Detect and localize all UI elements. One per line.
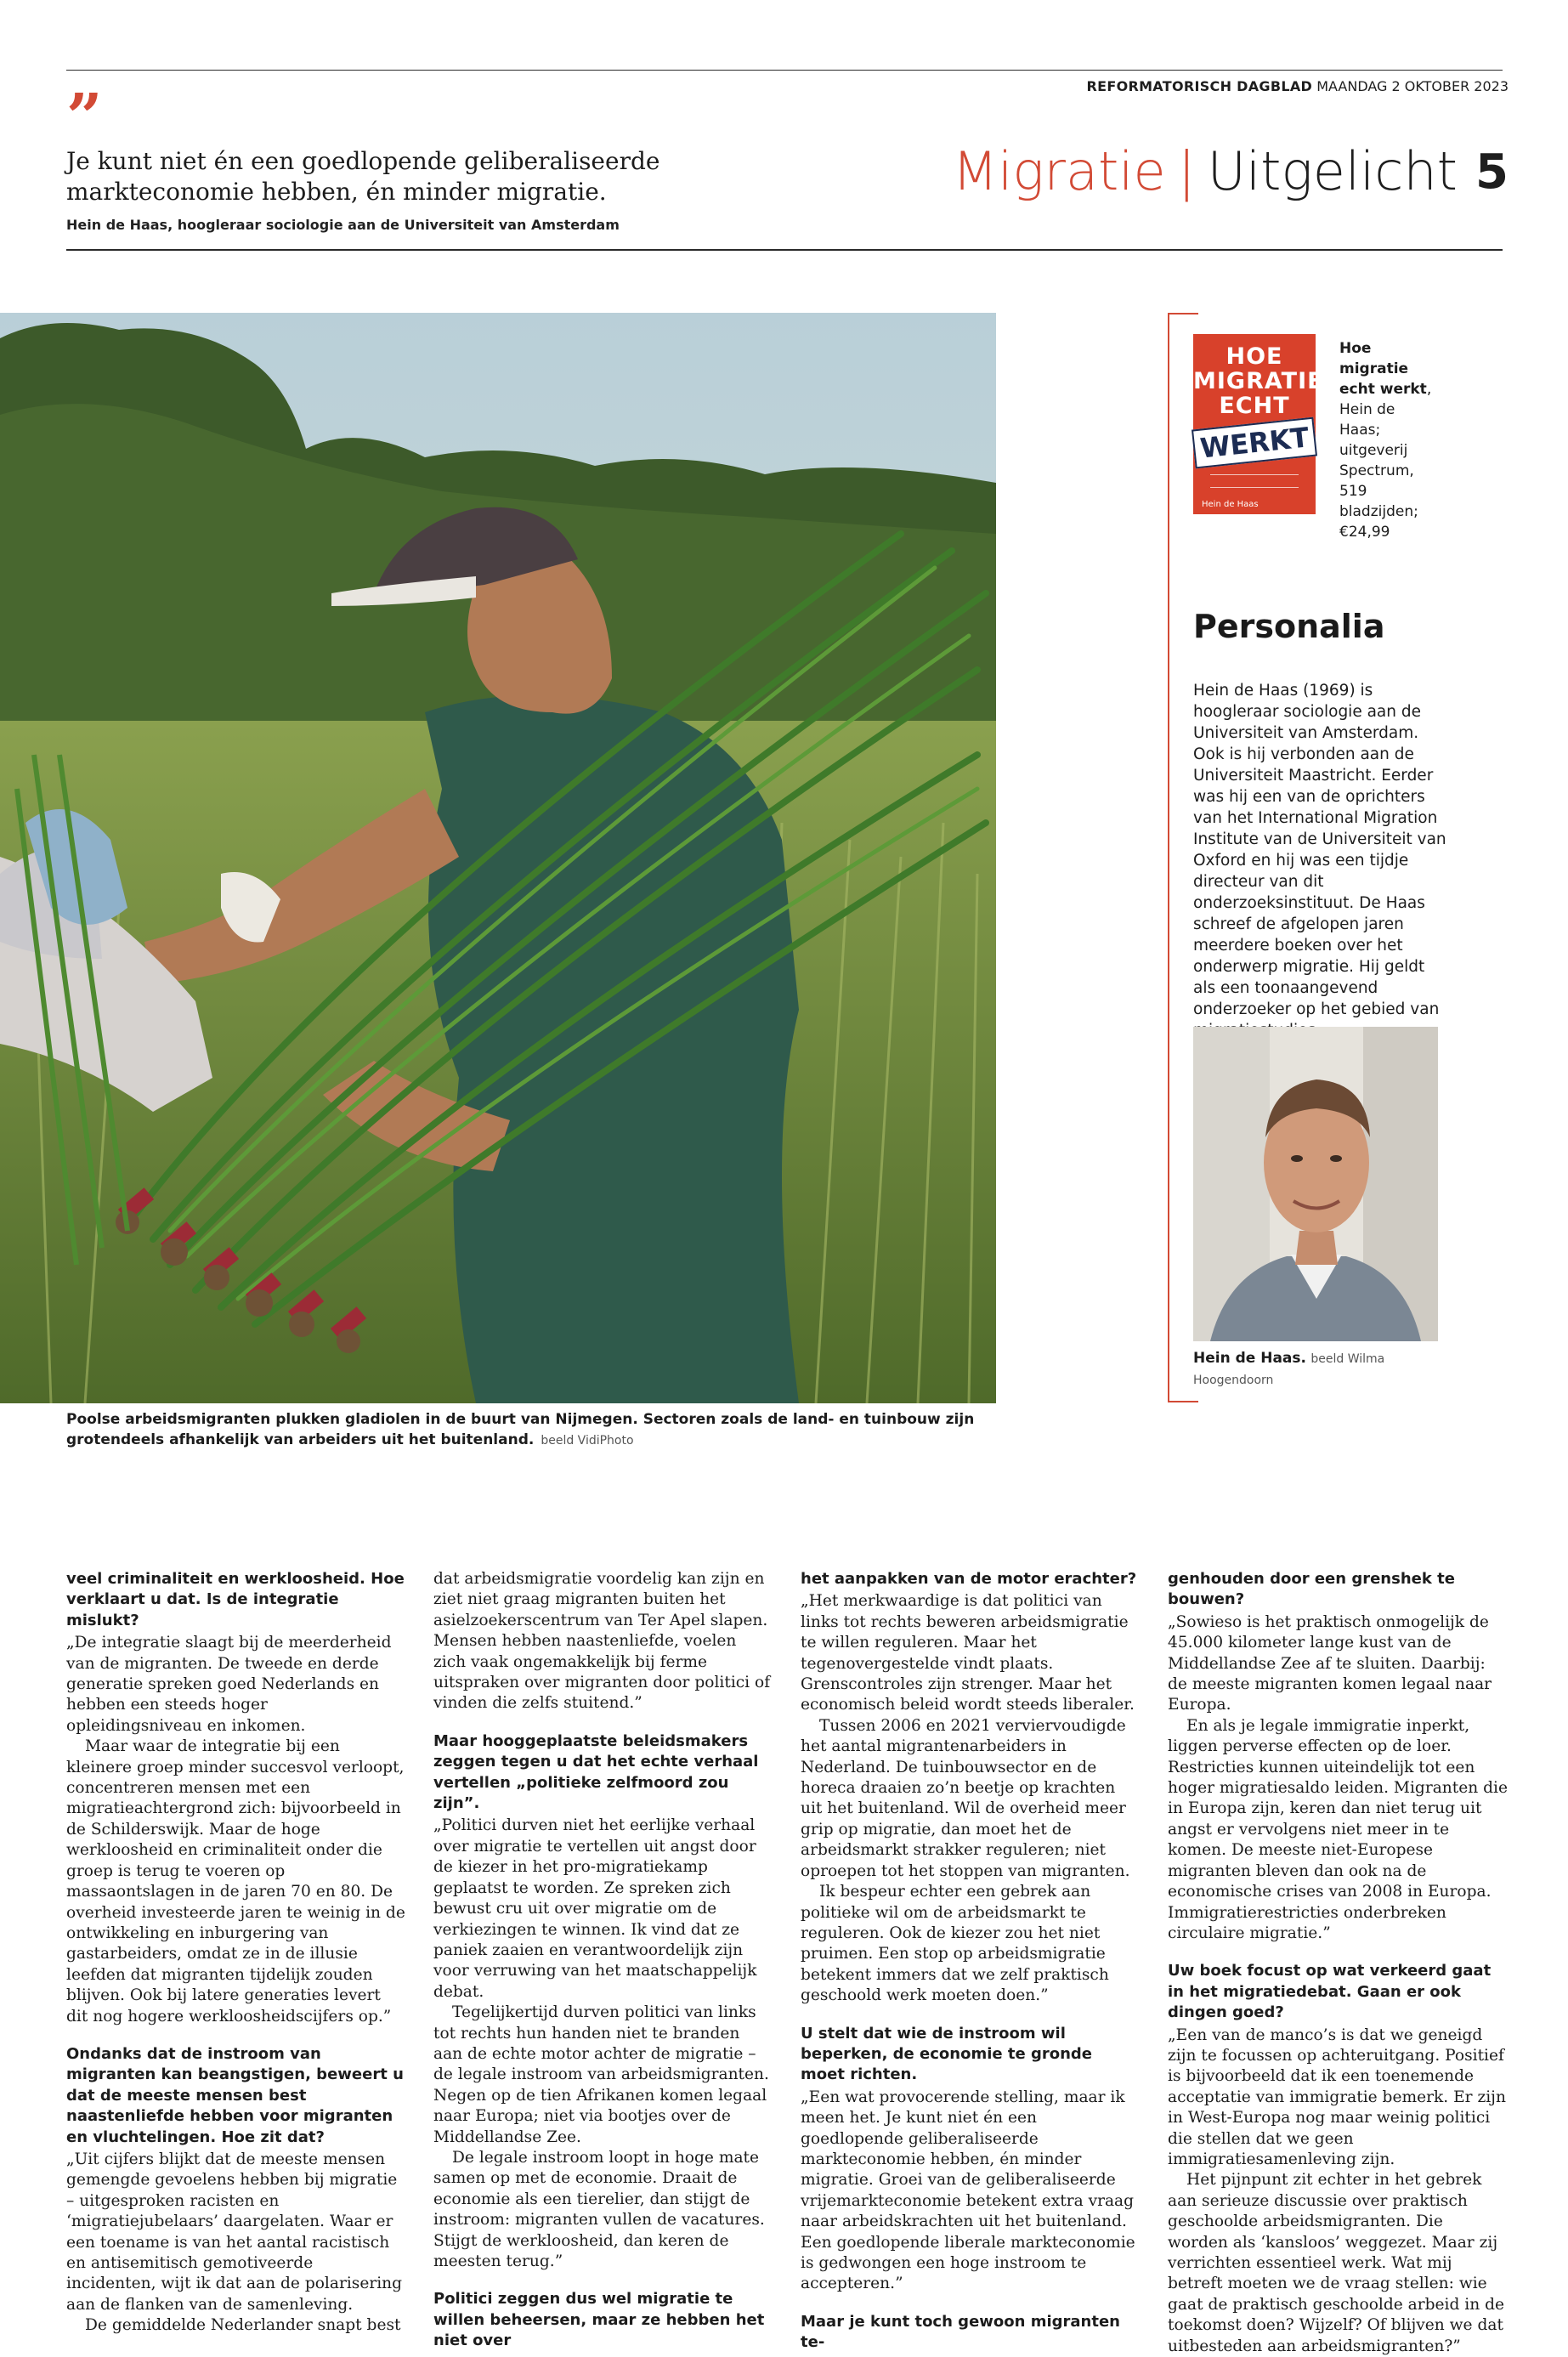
article-paragraph: „Een wat provocerende stelling, maar ik meen het. Je kunt niet én een goedlopende geliberaliseerde markteconomie hebben, én minder migratie. Groei van de geliberaliseerde vrijemarkteconomie betekent extra vraag naar arbeidskrachten uit het buitenland. Een goedlopende liberale markteconomie is gedwongen een hoge instroom te accepteren.” (801, 2088, 1135, 2293)
section-sub: Uitgelicht (1207, 140, 1458, 202)
sidebar-border (1168, 313, 1169, 1402)
main-photo (0, 313, 996, 1403)
section-name: Migratie (952, 140, 1166, 202)
book-cover-title-4: WERKT (1192, 417, 1317, 469)
personalia-heading: Personalia (1193, 608, 1385, 645)
portrait-caption (1193, 1348, 1431, 1391)
book-info-details: , Hein de Haas; uitgeverij Spectrum, 519 bladzijden; €24,99 (1339, 381, 1432, 541)
article-paragraph: De gemiddelde Nederlander snapt best (85, 2316, 401, 2335)
top-rule (66, 70, 1503, 71)
header-bottom-rule (66, 249, 1503, 251)
article-paragraph: Tegelijkertijd durven politici van links tot rechts hun handen niet te branden aan de echte motor achter de migratie –de legale instroom van arbeidsmigranten. Negen op de tien Afrikanen komen legaal naar Europa; niet via bootjes over de Middellandse Zee. (433, 2003, 769, 2146)
sidebar-border-top (1168, 313, 1198, 314)
book-cover-title-3: ECHT (1219, 393, 1290, 419)
article-paragraph: Ik bespeur echter een gebrek aan politieke wil om de arbeidsmarkt te reguleren. Ook de kiezer zou het niet pruimen. Een stop op arbeidsmigratie betekent immers dat we zelf praktisch geschoold werk moeten doen.” (801, 1883, 1109, 2005)
article-paragraph: „Uit cijfers blijkt dat de meeste mensen gemengde gevoelens hebben bij migratie – uitgesproken racisten en ‘migratiejubelaars’ daargelaten. Waar er een toename is van het aantal racistisch en antisemitisch gemotiveerde incidenten, wijt ik dat aan de polarisering aan de flanken van de samenleving. (66, 2150, 403, 2314)
photo-caption-text: Poolse arbeidsmigranten plukken gladiolen in de buurt van Nijmegen. Sectoren zoals de land- en tuinbouw zijn grotendeels afhankelijk van arbeiders uit het buitenland. (66, 1411, 975, 1448)
photo-credit: beeld VidiPhoto (541, 1434, 634, 1448)
sidebar-border-bottom (1168, 1401, 1198, 1402)
book-cover-author: Hein de Haas (1202, 500, 1259, 509)
interview-question: Maar je kunt toch gewoon migranten te- (801, 2312, 1120, 2352)
personalia-body: Hein de Haas (1969) is hoogleraar sociologie aan de Universiteit van Amsterdam. Ook is hij verbonden aan de Universiteit Maastricht. Eerder was hij een van de oprichters van het International Migration Institute van de Universiteit van Oxford en hij was een tijdje directeur van dit onderzoeksinstituut. De Haas schreef de afgelopen jaren meerdere boeken over het onderwerp migratie. Hij geldt als een toonaangevend onderzoeker op het gebied van (1193, 682, 1446, 1018)
interview-question: Uw boek focust op wat verkeerd gaat in het migratiedebat. Gaan er ook dingen goed? (1168, 1962, 1492, 2022)
masthead-paper: REFORMATORISCH DAGBLAD (1086, 78, 1313, 94)
interview-question: Politici zeggen dus wel migratie te willen beheersen, maar ze hebben het niet over (433, 2290, 765, 2350)
portrait-photo (1193, 1027, 1438, 1341)
page-number: 5 (1475, 144, 1509, 200)
quote-source: Hein de Haas, hoogleraar sociologie aan de Universiteit van Amsterdam (66, 217, 620, 233)
book-info-title: Hoe migratie echt werkt (1339, 340, 1427, 398)
interview-question: het aanpakken van de motor erachter? (801, 1570, 1137, 1588)
article-paragraph: dat arbeidsmigratie voordelig kan zijn en ziet niet graag migranten buiten het asielzoekerscentrum van Ter Apel slapen. Mensen hebben naastenliefde, voelen zich vaak ongemakkelijk bij ferme uitspraken over migranten door politici of vinden die zelfs stuitend.” (433, 1570, 771, 1713)
article-column-4 (1168, 1569, 1508, 2357)
quote-mark-icon: ” (66, 81, 103, 154)
article-paragraph: „Het merkwaardige is dat politici van links tot rechts beweren arbeidsmigratie te willen reguleren. Maar het tegenovergestelde vindt plaats. Grenscontroles zijn strenger. Maar het economisch beleid wordt steeds liberaler. (801, 1592, 1135, 1714)
photo-caption (66, 1409, 1001, 1451)
article-paragraph: „De integratie slaagt bij de meerderheid van de migranten. De tweede en derde generatie spreken goed Nederlands en hebben een steeds hoger opleidingsniveau en inkomen. (66, 1634, 392, 1735)
interview-question: U stelt dat wie de instroom wil beperken, de economie te gronde moet richten. (801, 2024, 1092, 2084)
book-cover (1193, 334, 1324, 514)
book-cover-title-1: HOE (1226, 343, 1283, 370)
article-column-2 (433, 1569, 773, 2354)
article-paragraph: „Een van de manco’s is dat we geneigd zijn te focussen op achteruitgang. Positief is bijvoorbeeld dat ik een toenemende acceptatie van immigratie bemerk. Er zijn in West-Europa nog maar weinig politici die stellen dat we geen immigratiesamenleving zijn. (1168, 2026, 1506, 2168)
section-title (953, 140, 1458, 203)
masthead-date: MAANDAG 2 OKTOBER 2023 (1316, 78, 1509, 94)
pull-quote: Je kunt niet én een goedlopende geliberaliseerde markteconomie hebben, én minder migratie. (66, 147, 660, 206)
article-paragraph: Tussen 2006 en 2021 verviervoudigde het aantal migrantenarbeiders in Nederland. De tuinbouwsector en de horeca draaien zo’n beetje op krachten uit het buitenland. Wil de overheid meer grip op migratie, dan moet het de arbeidsmarkt strakker reguleren; niet oproepen tot het stoppen van migranten. (801, 1716, 1130, 1880)
article-column-3 (801, 1569, 1141, 2355)
portrait-name: Hein de Haas. (1193, 1350, 1306, 1367)
section-separator: | (1177, 140, 1196, 202)
interview-question: genhouden door een grenshek te bouwen? (1168, 1570, 1455, 1609)
article-paragraph: Het pijnpunt zit echter in het gebrek aan serieuze discussie over praktisch geschoolde arbeidsmigranten. Die worden als ‘kansloos’ weggezet. Maar zij verrichten essentieel werk. Wat mij betreft moeten we de vraag stellen: wie gaat de praktisch geschoolde arbeid in de toekomst doen? Wijzelf? Of blijven we dat uitbesteden aan arbeidsmigranten?” (1168, 2171, 1505, 2355)
article-paragraph: Maar waar de integratie bij een kleinere groep minder succesvol verloopt, concentreren mensen met een migratieachtergrond zich: bijvoorbeeld in de Schilderswijk. Maar de hoge werkloosheid en criminaliteit onder die groep is terug te voeren op massaontslagen in de jaren 70 en 80. De overheid investeerde jaren te weinig in de ontwikkeling en inburgering van gastarbeiders, omdat ze in de illusie leefden dat migranten tijdelijk zouden blijven. Ook bij latere generaties levert dit nog hogere werkloosheidscijfers op.” (66, 1737, 405, 2026)
masthead (1086, 78, 1509, 94)
book-info (1339, 338, 1440, 542)
article-paragraph: En als je legale immigratie inperkt, liggen perverse effecten op de loer. Restricties kunnen uiteindelijk tot een hoger migratiesaldo leiden. Migranten die in Europa zijn, keren dan niet terug uit angst er vervolgens niet meer in te komen. De meeste niet-Europese migranten bleven dan ook na de economische crises van 2008 in Europa. Immigratierestricties onderbreken circulaire migratie.” (1168, 1716, 1508, 1942)
portrait-credit: beeld Wilma Hoogendoorn (1193, 1352, 1385, 1387)
interview-question: veel criminaliteit en werkloosheid. Hoe verklaart u dat. Is de integratie mislukt? (66, 1570, 405, 1629)
article-column-1 (66, 1569, 406, 2337)
article-paragraph: De legale instroom loopt in hoge mate samen op met de economie. Draait de economie als een tierelier, dan stijgt de instroom: migranten vullen de vacatures. Stijgt de werkloosheid, dan keren de meesten terug.” (433, 2148, 765, 2270)
article-paragraph: „Politici durven niet het eerlijke verhaal over migratie te vertellen uit angst door de kiezer in het pro-migratiekamp geplaatst te worden. Ze spreken zich bewust cru uit over migratie om de verkiezingen te winnen. Ik vind dat ze paniek zaaien en verantwoordelijk zijn voor verruwing van het maatschappelijk debat. (433, 1816, 757, 2001)
book-cover-divider (1210, 474, 1299, 488)
interview-question: Maar hooggeplaatste beleidsmakers zeggen tegen u dat het echte verhaal vertellen „politieke zelfmoord zou zijn”. (433, 1731, 759, 1813)
book-cover-title-2: MIGRATIE (1193, 368, 1324, 394)
interview-question: Ondanks dat de instroom van migranten kan beangstigen, beweert u dat de meeste mensen best naastenliefde hebben voor migranten en vluchtelingen. Hoe zit dat? (66, 2044, 404, 2146)
article-paragraph: „Sowieso is het praktisch onmogelijk de 45.000 kilometer lange kust van de Middellandse Zee af te sluiten. Daarbij: de meeste migranten komen legaal naar Europa. (1168, 1612, 1492, 1714)
